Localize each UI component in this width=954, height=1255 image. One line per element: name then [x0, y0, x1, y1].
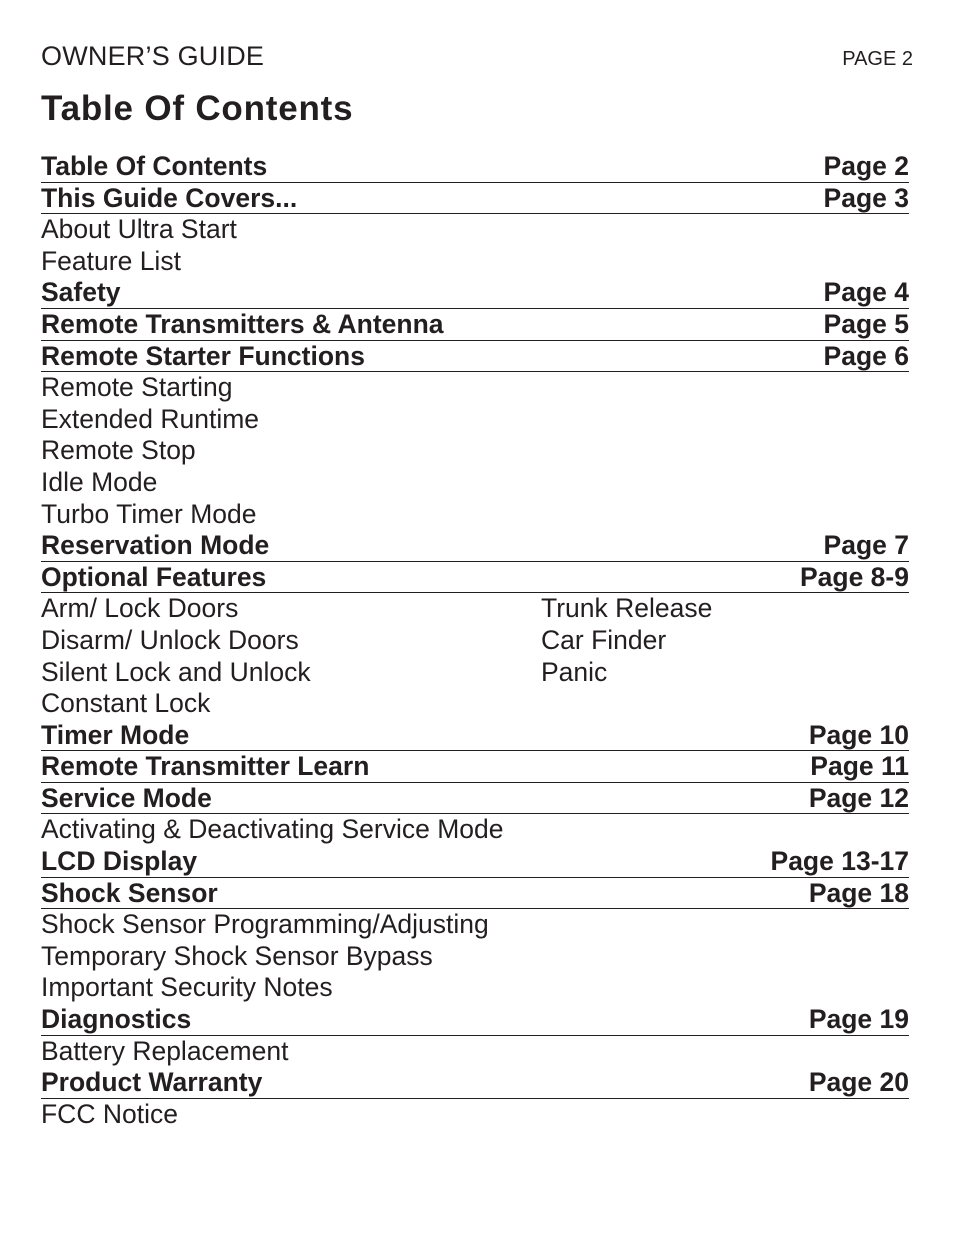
toc-item-row: [41, 909, 909, 941]
toc-heading-row: [41, 530, 909, 562]
toc-heading-row: [41, 341, 909, 373]
toc-page-reference: Page 19: [808, 1004, 909, 1035]
toc-heading-row: [41, 720, 909, 752]
toc-heading-row: [41, 751, 909, 783]
toc-heading-label: Diagnostics: [41, 1004, 192, 1035]
toc-item-label: Constant Lock: [41, 688, 211, 719]
toc-item-label: Disarm/ Unlock Doors: [41, 624, 299, 655]
toc-item-row: [41, 941, 909, 973]
toc-heading-row: [41, 151, 909, 183]
toc-page-reference: Page 20: [808, 1067, 909, 1098]
toc-item-row: [41, 499, 909, 531]
toc-item-row: [41, 814, 909, 846]
toc-page-reference: Page 3: [823, 182, 909, 213]
toc-heading-label: Table Of Contents: [41, 151, 268, 181]
toc-item-row: [41, 1099, 909, 1131]
toc-item-label: Idle Mode: [41, 466, 158, 497]
toc-heading-label: This Guide Covers...: [41, 182, 298, 213]
toc-heading-row: [41, 277, 909, 309]
toc-item-row: [41, 625, 909, 657]
toc-heading-label: Reservation Mode: [41, 530, 270, 561]
toc-item-row: [41, 467, 909, 499]
toc-page-reference: Page 2: [823, 151, 909, 181]
toc-item-label-secondary: Panic: [541, 656, 608, 687]
toc-heading-row: [41, 1067, 909, 1099]
toc-heading-label: Remote Transmitter Learn: [41, 751, 370, 782]
toc-item-label-secondary: Trunk Release: [541, 593, 713, 624]
page-number: PAGE 2: [842, 48, 913, 70]
toc-page-reference: Page 5: [823, 308, 909, 339]
toc-item-row: [41, 972, 909, 1004]
toc-item-row: [41, 657, 909, 689]
toc-item-label: Turbo Timer Mode: [41, 498, 257, 529]
toc-item-label-secondary: Car Finder: [541, 624, 667, 655]
toc-item-label: Arm/ Lock Doors: [41, 593, 239, 624]
toc-heading-label: Timer Mode: [41, 719, 190, 750]
toc-item-label: Important Security Notes: [41, 972, 333, 1003]
toc-item-row: [41, 372, 909, 404]
toc-item-label: Remote Stop: [41, 435, 196, 466]
toc-page-reference: Page 10: [808, 719, 909, 750]
toc-item-label: Battery Replacement: [41, 1035, 289, 1066]
toc-item-label: FCC Notice: [41, 1098, 178, 1129]
toc-item-label: Feature List: [41, 245, 181, 276]
toc-item-label: About Ultra Start: [41, 214, 237, 245]
toc-page-reference: Page 18: [808, 877, 909, 908]
toc-item-label: Extended Runtime: [41, 403, 260, 434]
toc-item-row: [41, 1036, 909, 1068]
toc-heading-label: Safety: [41, 277, 121, 308]
guide-header: OWNER’S GUIDE: [41, 41, 265, 71]
toc-heading-row: [41, 783, 909, 815]
toc-heading-label: Optional Features: [41, 561, 267, 592]
toc-heading-row: [41, 846, 909, 878]
toc-item-label: Remote Starting: [41, 372, 233, 403]
page-title: Table Of Contents: [41, 89, 354, 128]
toc-item-label: Shock Sensor Programming/Adjusting: [41, 909, 489, 940]
table-of-contents: [41, 151, 909, 1130]
toc-page-reference: Page 12: [808, 782, 909, 813]
toc-page-reference: Page 6: [823, 340, 909, 371]
toc-item-row: [41, 214, 909, 246]
toc-heading-row: [41, 562, 909, 594]
toc-page-reference: Page 13-17: [770, 846, 909, 877]
toc-heading-label: LCD Display: [41, 846, 198, 877]
toc-heading-row: [41, 1004, 909, 1036]
toc-heading-label: Shock Sensor: [41, 877, 218, 908]
toc-heading-label: Remote Starter Functions: [41, 340, 365, 371]
toc-item-label: Silent Lock and Unlock: [41, 656, 311, 687]
toc-page-reference: Page 7: [823, 530, 909, 561]
toc-item-row: [41, 246, 909, 278]
toc-item-row: [41, 593, 909, 625]
toc-item-label: Activating & Deactivating Service Mode: [41, 814, 504, 845]
toc-heading-label: Product Warranty: [41, 1067, 263, 1098]
toc-heading-row: [41, 309, 909, 341]
toc-item-row: [41, 688, 909, 720]
toc-heading-label: Service Mode: [41, 782, 212, 813]
toc-item-label: Temporary Shock Sensor Bypass: [41, 940, 433, 971]
toc-heading-label: Remote Transmitters & Antenna: [41, 308, 444, 339]
toc-heading-row: [41, 183, 909, 215]
toc-item-row: [41, 435, 909, 467]
toc-page-reference: Page 4: [823, 277, 909, 308]
toc-item-row: [41, 404, 909, 436]
toc-page-reference: Page 8-9: [799, 561, 909, 592]
toc-page-reference: Page 11: [810, 751, 909, 782]
toc-heading-row: [41, 878, 909, 910]
